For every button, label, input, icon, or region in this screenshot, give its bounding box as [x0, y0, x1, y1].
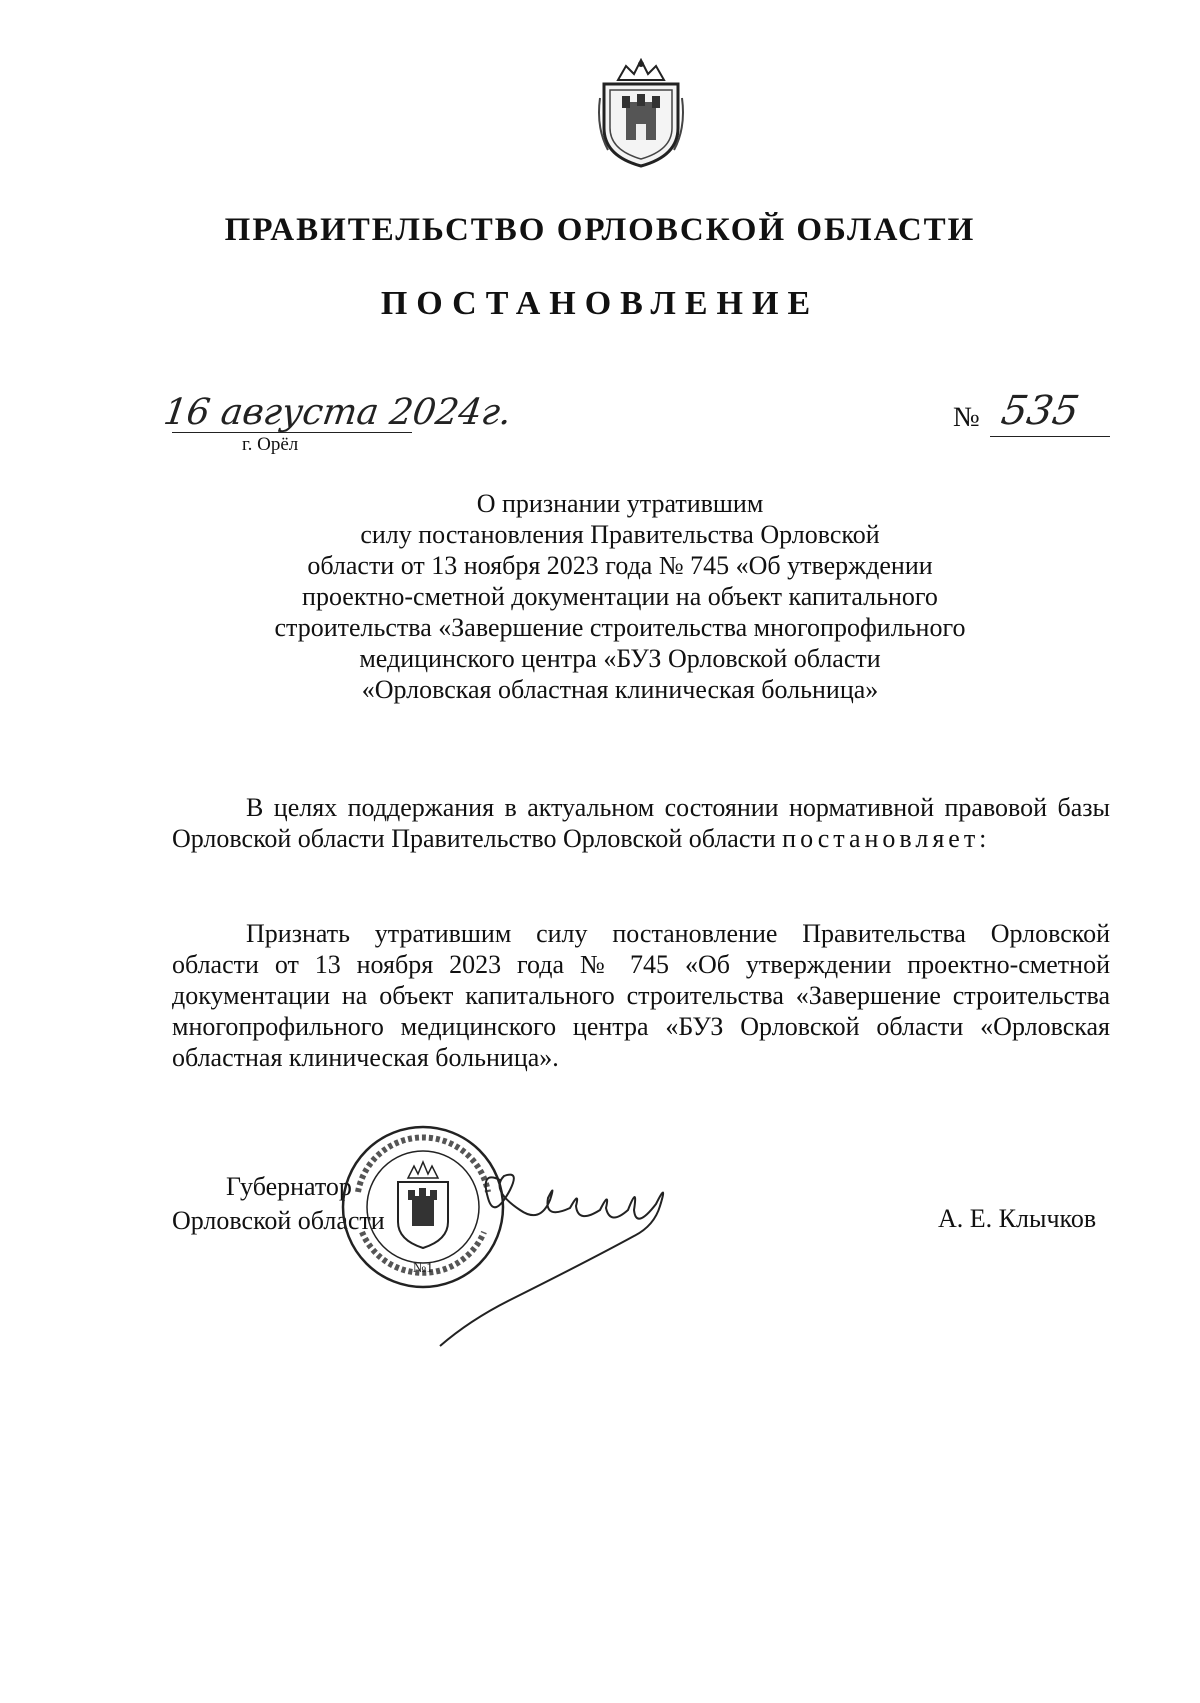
- number-sign: №: [953, 402, 980, 433]
- subject-line: «Орловская областная клиническая больница»: [361, 675, 879, 704]
- position-line: Орловской области: [172, 1206, 385, 1235]
- subject-line: строительства «Завершение строительства многопрофильного: [274, 613, 966, 642]
- subject-heading: [240, 488, 1000, 705]
- subject-line: проектно-сметной документации на объект капитального: [302, 582, 938, 611]
- date-underline: [172, 432, 412, 433]
- city-label: г. Орёл: [242, 434, 299, 455]
- subject-line: О признании утратившим: [476, 489, 764, 518]
- coat-of-arms-emblem: [596, 58, 686, 170]
- position-line: Губернатор: [226, 1172, 352, 1201]
- handwritten-signature: [420, 1150, 700, 1350]
- preamble-paragraph: [172, 792, 1110, 854]
- subject-line: силу постановления Правительства Орловской: [360, 520, 880, 549]
- resolves-verb: постановляет:: [782, 824, 991, 853]
- preamble-text: В целях поддержания в актуальном состоянии нормативной правовой базы Орловской области Правительство Орловской области: [172, 793, 1110, 853]
- number-underline: [990, 436, 1110, 437]
- handwritten-date: 16 августа 2024г.: [161, 392, 515, 433]
- subject-line: медицинского центра «БУЗ Орловской области: [359, 644, 881, 673]
- svg-text:№1: №1: [412, 1261, 434, 1276]
- resolution-paragraph: [172, 918, 1110, 1073]
- subject-line: области от 13 ноября 2023 года № 745 «Об утверждении: [307, 551, 933, 580]
- government-title: ПРАВИТЕЛЬСТВО ОРЛОВСКОЙ ОБЛАСТИ: [224, 212, 976, 248]
- signatory-name: А. Е. Клычков: [938, 1204, 1097, 1233]
- resolution-text: Признать утратившим силу постановление Правительства Орловской области от 13 ноября 2023 года № 745 «Об утверждении проектно-сметной документации на объект капитального строительства «Завершение строительства многопрофильного медицинского центра «БУЗ Орловской области «Орловская областная клиническая больница».: [172, 919, 1110, 1072]
- handwritten-number: 535: [997, 388, 1083, 434]
- document-type-heading: ПОСТАНОВЛЕНИЕ: [380, 285, 820, 322]
